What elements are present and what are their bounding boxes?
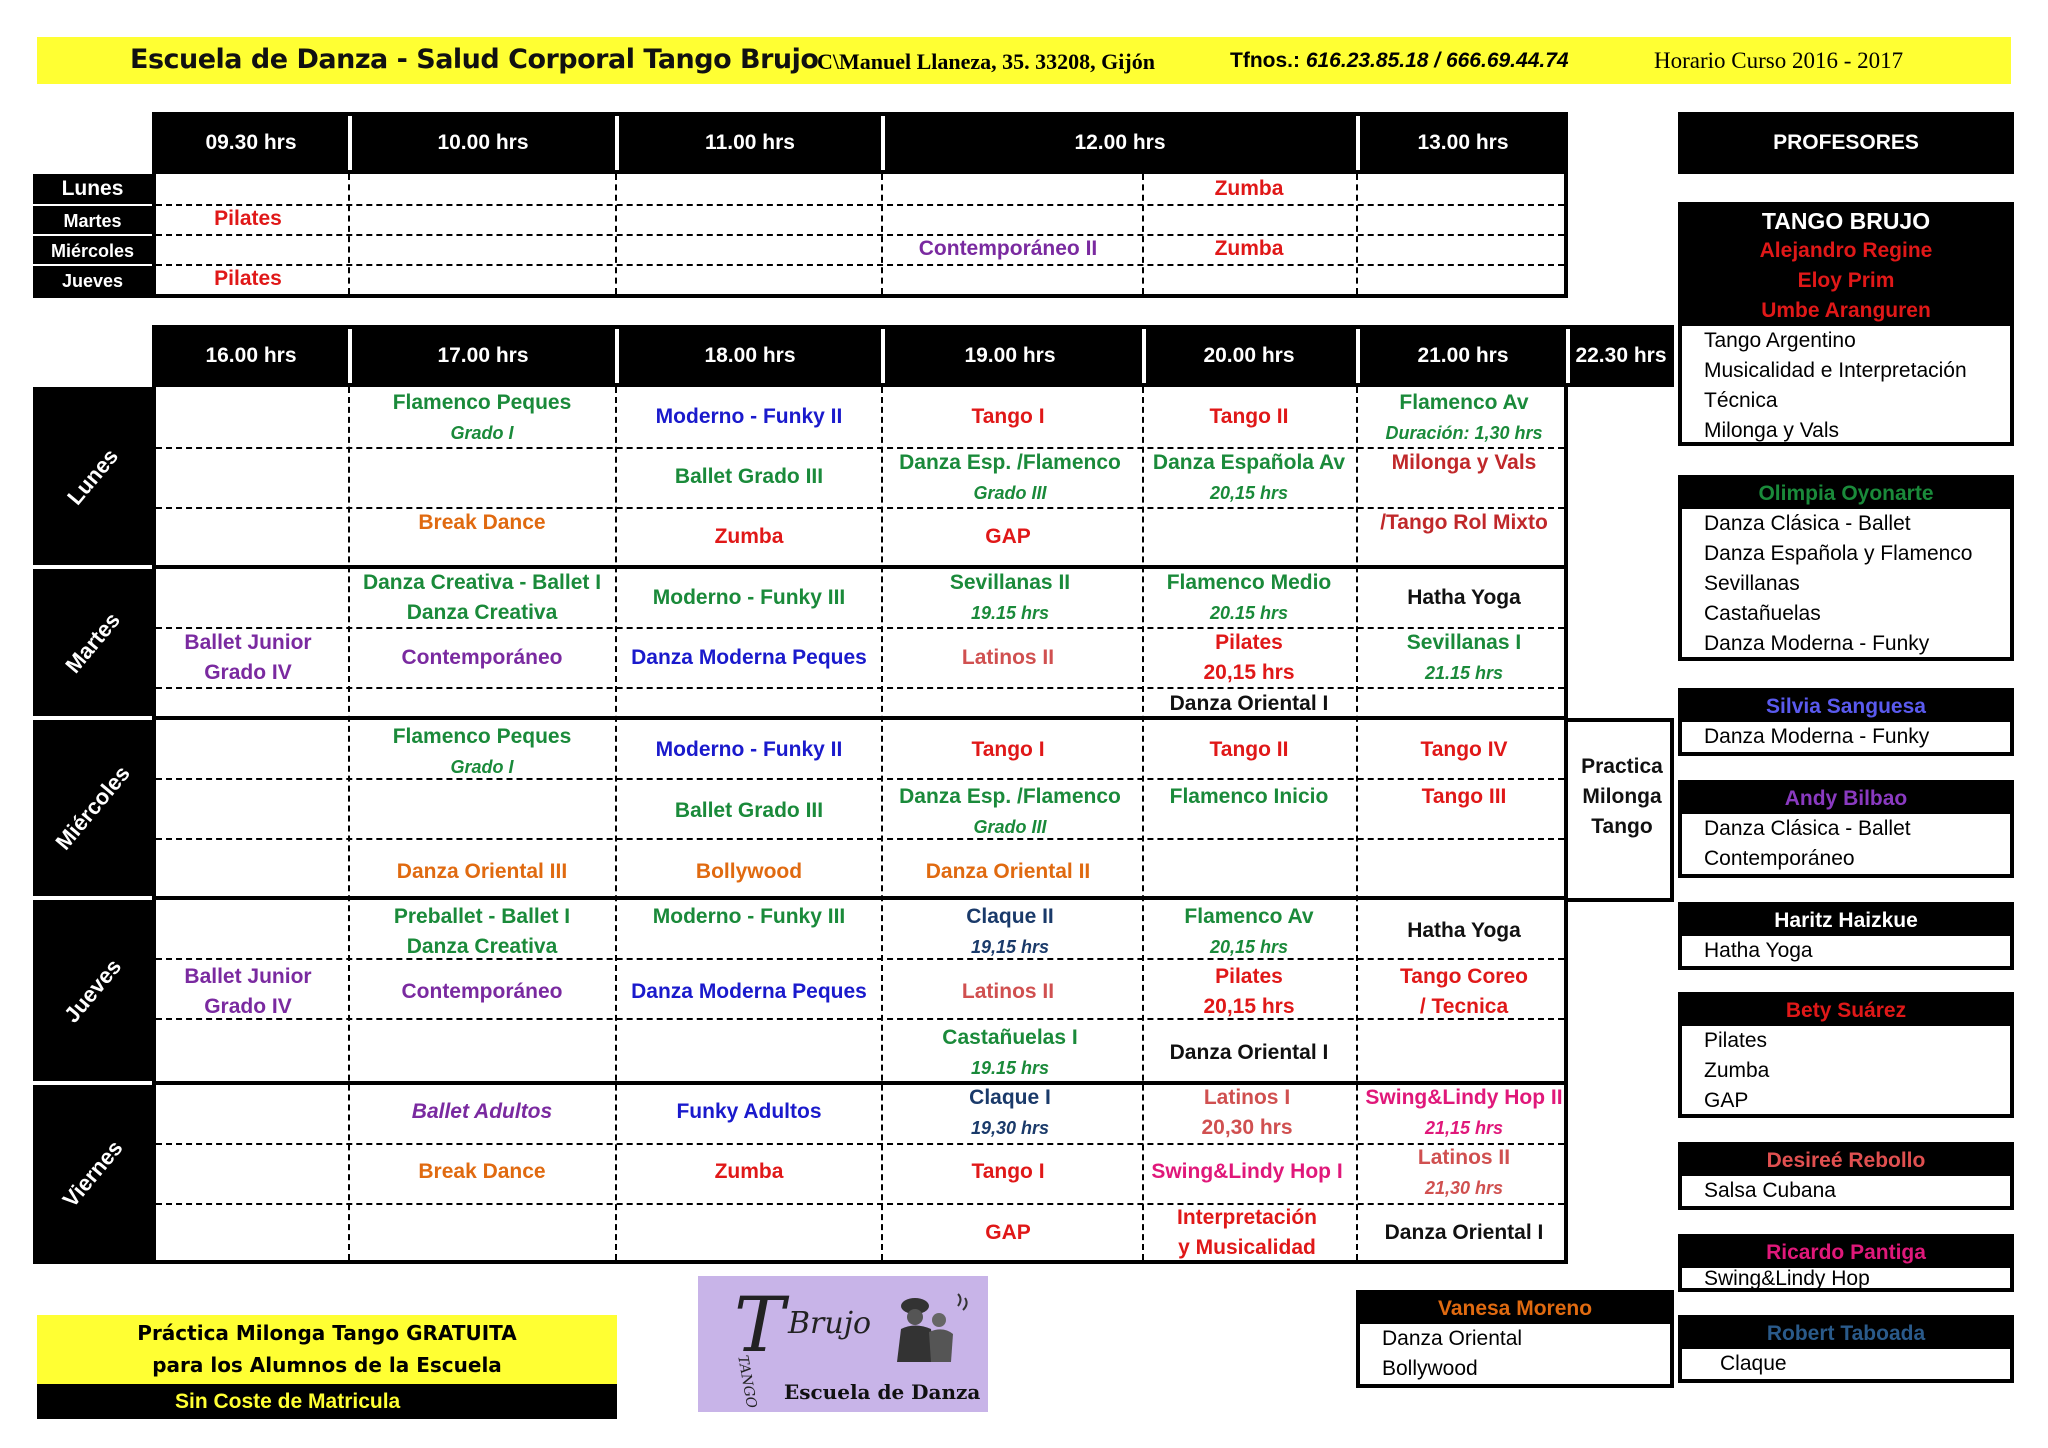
cell-j6 bbox=[184, 962, 311, 1022]
profesor-name bbox=[1360, 1294, 1670, 1324]
morning-days bbox=[33, 174, 152, 298]
day-label: Lunes bbox=[62, 443, 124, 510]
header-divider bbox=[1356, 116, 1360, 170]
cell-v4 bbox=[1201, 1083, 1292, 1143]
profesor-name-text: Bety Suárez bbox=[1785, 999, 1907, 1022]
header-divider bbox=[615, 116, 619, 170]
col-divider bbox=[881, 387, 883, 1260]
cell-m1 bbox=[363, 568, 601, 628]
cell-m5 bbox=[1407, 583, 1521, 613]
cell-v12 bbox=[1177, 1203, 1317, 1263]
cell-l9 bbox=[1392, 448, 1537, 478]
profesor-subject: Tango Argentino bbox=[1704, 329, 1856, 352]
time-slot-header: 13.00 hrs bbox=[1417, 131, 1509, 154]
day-divider bbox=[156, 716, 1564, 720]
time-slot-header: 17.00 hrs bbox=[437, 344, 529, 367]
cell-v8 bbox=[971, 1157, 1044, 1187]
cell-x8 bbox=[1170, 782, 1329, 812]
profesor-name bbox=[1682, 1319, 2010, 1349]
col-divider bbox=[615, 387, 617, 1260]
profesor-name bbox=[1682, 1238, 2010, 1268]
profesor-name-text: Alejandro Regine bbox=[1759, 239, 1933, 262]
cell-l5 bbox=[1385, 388, 1542, 448]
profesor-subject: Danza Moderna - Funky bbox=[1704, 632, 1930, 655]
profesor-subject: Pilates bbox=[1704, 1029, 1768, 1052]
cell-text: Tango II bbox=[1209, 405, 1289, 428]
logo-tango-vertical: TANGO bbox=[734, 1354, 760, 1410]
cell-j10 bbox=[1203, 962, 1294, 1022]
profesor-name bbox=[1682, 479, 2010, 509]
cell-text: Ballet Junior bbox=[184, 965, 312, 988]
cell-text: Hatha Yoga bbox=[1407, 586, 1521, 609]
cell-text: Claque II bbox=[966, 905, 1054, 928]
cell-text: Moderno - Funky II bbox=[655, 405, 843, 428]
cell-text: Pilates bbox=[1215, 965, 1283, 988]
cell-l6 bbox=[675, 462, 823, 492]
header-divider bbox=[881, 329, 885, 383]
profesor-name-text: Andy Bilbao bbox=[1784, 787, 1908, 810]
cell-text: Danza Oriental III bbox=[396, 860, 568, 883]
cell-m9 bbox=[962, 643, 1054, 673]
cell-x4 bbox=[1210, 735, 1289, 765]
day-label: Martes bbox=[60, 606, 125, 678]
day-label: Martes bbox=[33, 204, 152, 236]
cell-text: Tango IV bbox=[1420, 738, 1508, 761]
cell-text: Danza Moderna Peques bbox=[631, 980, 867, 1003]
col-divider bbox=[881, 174, 883, 294]
cell-text: Sevillanas II bbox=[949, 571, 1071, 594]
profesor-name bbox=[1682, 1146, 2010, 1176]
profesor-name-text: Ricardo Pantiga bbox=[1766, 1241, 1926, 1264]
row-divider bbox=[156, 958, 1564, 960]
cell-text: 20,30 hrs bbox=[1201, 1116, 1293, 1139]
profesor-block bbox=[1678, 202, 2014, 446]
cell-text: Tango bbox=[1591, 815, 1653, 838]
time-slot-header: 10.00 hrs bbox=[437, 131, 529, 154]
profesor-name-text: Eloy Prim bbox=[1797, 269, 1895, 292]
profesor-subject: Milonga y Vals bbox=[1704, 419, 1840, 442]
cell-v5 bbox=[1365, 1083, 1562, 1143]
row-divider bbox=[156, 687, 1564, 689]
day-separator bbox=[33, 1081, 152, 1085]
profesor-subject: Bollywood bbox=[1382, 1357, 1478, 1380]
cell-text: Tango I bbox=[971, 1160, 1045, 1183]
cell-text: Tango Coreo bbox=[1400, 965, 1528, 988]
cell-text: Danza Esp. /Flamenco bbox=[899, 785, 1121, 808]
cell-text: Ballet Junior bbox=[184, 631, 312, 654]
cell-text: Flamenco Av bbox=[1184, 905, 1314, 928]
time-slot-header: 20.00 hrs bbox=[1203, 344, 1295, 367]
cell-j5 bbox=[1407, 916, 1521, 946]
cell-text: Grado IV bbox=[204, 995, 292, 1018]
cell-text: Danza Oriental I bbox=[1169, 692, 1329, 715]
day-label: Jueves bbox=[59, 953, 127, 1027]
cell-text: Danza Creativa bbox=[406, 601, 558, 624]
profesor-subject: Danza Española y Flamenco bbox=[1704, 542, 1973, 565]
profesor-name bbox=[1682, 206, 2010, 326]
cell-text: / Tecnica bbox=[1419, 995, 1509, 1018]
cell-l11 bbox=[715, 522, 784, 552]
cell-j12 bbox=[942, 1023, 1077, 1083]
header-divider bbox=[1356, 329, 1360, 383]
cell-subtext: 19,15 hrs bbox=[970, 937, 1050, 957]
profesor-name-text: Robert Taboada bbox=[1766, 1322, 1926, 1345]
cell-m3 bbox=[950, 568, 1070, 628]
cell-l7 bbox=[899, 448, 1121, 508]
header-banner bbox=[37, 37, 2011, 84]
cell-text: Tango II bbox=[1209, 738, 1289, 761]
cell-j3 bbox=[966, 902, 1054, 962]
cell-martes-pilates: Pilates bbox=[214, 207, 282, 230]
cell-m11 bbox=[1407, 628, 1521, 688]
profesor-subject: Sevillanas bbox=[1704, 572, 1800, 595]
day-separator bbox=[33, 716, 152, 720]
profesor-name-text: Olimpia Oyonarte bbox=[1758, 482, 1934, 505]
header-divider bbox=[1566, 329, 1570, 383]
profesor-name bbox=[1682, 692, 2010, 722]
cell-text: Latinos II bbox=[961, 980, 1055, 1003]
cell-v1 bbox=[412, 1097, 552, 1127]
cell-x5 bbox=[1420, 735, 1507, 765]
cell-m2 bbox=[653, 583, 846, 613]
time-slot-header: 22.30 hrs bbox=[1575, 344, 1667, 367]
time-slot-header: 09.30 hrs bbox=[205, 131, 297, 154]
col-divider bbox=[348, 387, 350, 1260]
profesor-block bbox=[1678, 1315, 2014, 1383]
profesor-block bbox=[1678, 992, 2014, 1118]
cell-l10 bbox=[418, 508, 545, 538]
time-slot-header: 16.00 hrs bbox=[205, 344, 297, 367]
day-label: Lunes bbox=[61, 177, 124, 200]
cell-text: Danza Española Av bbox=[1152, 451, 1346, 474]
profesor-block bbox=[1678, 902, 2014, 970]
profesor-name-text: Silvia Sanguesa bbox=[1766, 695, 1926, 718]
cell-text: Grado IV bbox=[204, 661, 292, 684]
cell-v11 bbox=[985, 1218, 1031, 1248]
cell-text: Break Dance bbox=[418, 1160, 546, 1183]
cell-v7 bbox=[715, 1157, 784, 1187]
profesor-subject: Musicalidad e Interpretación bbox=[1704, 359, 1967, 382]
cell-text: 20,15 hrs bbox=[1203, 995, 1295, 1018]
cell-subtext: Grado I bbox=[450, 757, 514, 777]
cell-miercoles-contemporaneo: Contemporáneo II bbox=[918, 237, 1098, 260]
cell-j7 bbox=[401, 977, 562, 1007]
cell-text: Bollywood bbox=[695, 860, 803, 883]
cell-text: Tango I bbox=[971, 405, 1045, 428]
afternoon-time-header bbox=[152, 325, 1674, 387]
promo-box bbox=[37, 1315, 617, 1417]
promo-line-3: Sin Coste de Matricula bbox=[37, 1384, 617, 1419]
cell-x13 bbox=[1581, 752, 1663, 842]
cell-v2 bbox=[676, 1097, 821, 1127]
cell-text: Danza Oriental I bbox=[1384, 1221, 1544, 1244]
cell-text: Pilates bbox=[1215, 631, 1283, 654]
day-separator bbox=[33, 896, 152, 900]
course-label: Horario Curso 2016 - 2017 bbox=[1654, 48, 1904, 73]
cell-text: Danza Esp. /Flamenco bbox=[899, 451, 1121, 474]
cell-j8 bbox=[631, 977, 867, 1007]
row-divider bbox=[156, 507, 1564, 509]
cell-subtext: 21,15 hrs bbox=[1424, 1118, 1504, 1138]
row-divider bbox=[156, 1143, 1564, 1145]
col-divider bbox=[348, 174, 350, 294]
cell-text: Hatha Yoga bbox=[1407, 919, 1521, 942]
cell-x1 bbox=[393, 722, 572, 782]
cell-text: Preballet - Ballet I bbox=[393, 905, 571, 928]
cell-text: Danza Creativa bbox=[406, 935, 558, 958]
day-separator bbox=[33, 565, 152, 569]
cell-text: Latinos II bbox=[1417, 1146, 1511, 1169]
profesor-block bbox=[1356, 1290, 1674, 1388]
cell-subtext: 21,30 hrs bbox=[1424, 1178, 1504, 1198]
cell-text: Latinos II bbox=[961, 646, 1055, 669]
cell-j4 bbox=[1184, 902, 1313, 962]
cell-subtext: 20,15 hrs bbox=[1209, 937, 1289, 957]
row-divider bbox=[156, 778, 1564, 780]
profesor-subject: Claque bbox=[1720, 1352, 1787, 1375]
profesor-subject: Hatha Yoga bbox=[1704, 939, 1813, 962]
cell-subtext: Grado III bbox=[973, 817, 1047, 837]
row-divider bbox=[156, 838, 1564, 840]
time-slot-header: 19.00 hrs bbox=[964, 344, 1056, 367]
logo-t-letter: T bbox=[734, 1280, 785, 1369]
profesor-name bbox=[1682, 906, 2010, 936]
cell-text: GAP bbox=[985, 525, 1031, 548]
profesor-block bbox=[1678, 1142, 2014, 1210]
cell-text: Interpretación bbox=[1176, 1206, 1318, 1229]
school-address: C\Manuel Llaneza, 35. 33208, Gijón bbox=[817, 49, 1155, 74]
profesor-name-text: TANGO BRUJO bbox=[1761, 208, 1931, 234]
cell-m10 bbox=[1203, 628, 1294, 688]
profesor-name-text: Desireé Rebollo bbox=[1766, 1149, 1926, 1172]
profesor-subject: Salsa Cubana bbox=[1704, 1179, 1836, 1202]
cell-subtext: 20.15 hrs bbox=[1209, 603, 1289, 623]
col-divider bbox=[1356, 387, 1358, 1260]
cell-m7 bbox=[401, 643, 562, 673]
afternoon-days bbox=[33, 387, 152, 1264]
col-divider bbox=[1142, 387, 1144, 1260]
cell-l1 bbox=[393, 388, 572, 448]
cell-text: Claque I bbox=[969, 1086, 1051, 1109]
profesor-subject: Técnica bbox=[1704, 389, 1778, 412]
cell-j2 bbox=[653, 902, 846, 932]
cell-text: Zumba bbox=[714, 1160, 784, 1183]
cell-subtext: 21.15 hrs bbox=[1424, 663, 1504, 683]
school-phones: Tfnos.: 616.23.85.18 / 666.69.44.74 bbox=[1230, 49, 1569, 72]
cell-m4 bbox=[1167, 568, 1332, 628]
cell-text: Contemporáneo bbox=[401, 980, 563, 1003]
profesor-name-text: Umbe Aranguren bbox=[1761, 299, 1931, 322]
cell-text: Danza Oriental II bbox=[925, 860, 1091, 883]
profesor-subject: Danza Clásica - Ballet bbox=[1704, 817, 1911, 840]
cell-v13 bbox=[1385, 1218, 1544, 1248]
cell-j9 bbox=[962, 977, 1054, 1007]
cell-l2 bbox=[656, 402, 843, 432]
time-slot-header: 11.00 hrs bbox=[705, 131, 795, 154]
cell-text: 20,15 hrs bbox=[1203, 661, 1295, 684]
cell-j13 bbox=[1170, 1038, 1329, 1068]
profesor-block bbox=[1678, 475, 2014, 661]
header-divider bbox=[881, 116, 885, 170]
cell-text: Moderno - Funky III bbox=[652, 905, 846, 928]
row-divider bbox=[156, 204, 1564, 206]
cell-x6 bbox=[675, 796, 823, 826]
cell-text: Ballet Adultos bbox=[411, 1100, 553, 1123]
cell-v6 bbox=[418, 1157, 545, 1187]
row-divider bbox=[156, 1018, 1564, 1020]
cell-m12 bbox=[1170, 689, 1329, 719]
cell-text: GAP bbox=[985, 1221, 1031, 1244]
profesor-subject: Zumba bbox=[1704, 1059, 1770, 1082]
cell-text: Sevillanas I bbox=[1406, 631, 1522, 654]
school-title: Escuela de Danza - Salud Corporal Tango Brujo bbox=[130, 44, 819, 75]
morning-grid bbox=[152, 174, 1568, 298]
profesor-subject: Castañuelas bbox=[1704, 602, 1821, 625]
cell-text: Contemporáneo bbox=[401, 646, 563, 669]
cell-text: Moderno - Funky II bbox=[655, 738, 843, 761]
logo-dancers-icon bbox=[873, 1284, 978, 1364]
cell-text: Flamenco Peques bbox=[392, 725, 572, 748]
cell-l13 bbox=[1380, 508, 1548, 538]
cell-x3 bbox=[971, 735, 1044, 765]
cell-text: Flamenco Inicio bbox=[1169, 785, 1329, 808]
morning-time-header bbox=[152, 112, 1568, 174]
cell-subtext: Grado III bbox=[973, 483, 1047, 503]
cell-m8 bbox=[631, 643, 867, 673]
promo-line-2: para los Alumnos de la Escuela bbox=[152, 1353, 502, 1377]
day-label: Viernes bbox=[57, 1134, 128, 1212]
cell-x11 bbox=[696, 857, 802, 887]
logo-caption: Escuela de Danza bbox=[784, 1380, 981, 1404]
cell-x9 bbox=[1422, 782, 1507, 812]
col-divider bbox=[615, 174, 617, 294]
profesor-subject: Contemporáneo bbox=[1704, 847, 1855, 870]
cell-text: Swing&Lindy Hop I bbox=[1151, 1160, 1343, 1183]
day-label: Miércoles bbox=[33, 234, 152, 266]
profesor-block bbox=[1678, 688, 2014, 756]
row-divider bbox=[156, 1203, 1564, 1205]
cell-text: Flamenco Av bbox=[1399, 391, 1529, 414]
cell-subtext: Grado I bbox=[450, 423, 514, 443]
cell-subtext: 19,30 hrs bbox=[970, 1118, 1050, 1138]
cell-text: Castañuelas I bbox=[942, 1026, 1078, 1049]
logo-word: Brujo bbox=[788, 1306, 872, 1341]
cell-l4 bbox=[1210, 402, 1289, 432]
cell-v10 bbox=[1418, 1143, 1510, 1203]
cell-v9 bbox=[1151, 1157, 1342, 1187]
profesor-name bbox=[1682, 784, 2010, 814]
time-slot-header: 21.00 hrs bbox=[1417, 344, 1509, 367]
cell-x12 bbox=[926, 857, 1091, 887]
cell-text: Latinos I bbox=[1203, 1086, 1291, 1109]
cell-text: Funky Adultos bbox=[676, 1100, 822, 1123]
profesor-subject: Danza Clásica - Ballet bbox=[1704, 512, 1911, 535]
profesor-block bbox=[1678, 780, 2014, 878]
promo-line-1: Práctica Milonga Tango GRATUITA bbox=[137, 1321, 517, 1345]
cell-text: Swing&Lindy Hop II bbox=[1365, 1086, 1563, 1109]
cell-text: Danza Oriental I bbox=[1169, 1041, 1329, 1064]
profesores-title: PROFESORES bbox=[1678, 112, 2014, 174]
cell-j1 bbox=[394, 902, 570, 962]
time-slot-header: 18.00 hrs bbox=[704, 344, 796, 367]
cell-miercoles-zumba: Zumba bbox=[1214, 237, 1284, 260]
cell-text: Milonga bbox=[1582, 785, 1662, 808]
cell-m6 bbox=[184, 628, 311, 688]
day-divider bbox=[156, 896, 1564, 900]
header-divider bbox=[348, 116, 352, 170]
cell-text: Break Dance bbox=[418, 511, 546, 534]
cell-text: Tango III bbox=[1421, 785, 1507, 808]
day-label: Miércoles bbox=[50, 760, 135, 855]
profesor-name-text: Haritz Haizkue bbox=[1774, 909, 1918, 932]
cell-text: Milonga y Vals bbox=[1391, 451, 1537, 474]
row-divider bbox=[156, 264, 1564, 266]
cell-text: Practica bbox=[1581, 755, 1663, 778]
cell-l12 bbox=[985, 522, 1031, 552]
profesor-name-text: Vanesa Moreno bbox=[1437, 1297, 1593, 1320]
cell-subtext: 19.15 hrs bbox=[970, 603, 1050, 623]
cell-text: Flamenco Peques bbox=[392, 391, 572, 414]
header-divider bbox=[1142, 329, 1146, 383]
cell-text: Tango I bbox=[971, 738, 1045, 761]
header-divider bbox=[615, 329, 619, 383]
profesor-block bbox=[1678, 1234, 2014, 1292]
cell-text: Danza Moderna Peques bbox=[631, 646, 867, 669]
cell-text: Flamenco Medio bbox=[1166, 571, 1332, 594]
profesor-subject: GAP bbox=[1704, 1089, 1749, 1112]
cell-l8 bbox=[1153, 448, 1345, 508]
time-slot-header: 12.00 hrs bbox=[1074, 131, 1166, 154]
profesor-name bbox=[1682, 996, 2010, 1026]
cell-lunes-zumba: Zumba bbox=[1214, 177, 1284, 200]
cell-l3 bbox=[971, 402, 1044, 432]
day-label: Jueves bbox=[33, 264, 152, 296]
cell-subtext: 19.15 hrs bbox=[970, 1058, 1050, 1078]
cell-x2 bbox=[656, 735, 843, 765]
cell-v3 bbox=[969, 1083, 1051, 1143]
cell-x10 bbox=[397, 857, 567, 887]
cell-text: /Tango Rol Mixto bbox=[1380, 511, 1548, 534]
cell-text: Ballet Grado III bbox=[674, 799, 824, 822]
cell-text: Zumba bbox=[714, 525, 784, 548]
cell-subtext: 20,15 hrs bbox=[1209, 483, 1289, 503]
cell-text: Moderno - Funky III bbox=[652, 586, 846, 609]
row-divider bbox=[156, 234, 1564, 236]
profesor-subject: Danza Oriental bbox=[1382, 1327, 1523, 1350]
col-divider bbox=[1142, 174, 1144, 294]
cell-text: y Musicalidad bbox=[1178, 1236, 1316, 1259]
cell-x7 bbox=[899, 782, 1121, 842]
cell-j11 bbox=[1400, 962, 1528, 1022]
profesor-subject: Swing&Lindy Hop bbox=[1704, 1267, 1870, 1290]
day-divider bbox=[156, 1081, 1564, 1085]
header-divider bbox=[348, 329, 352, 383]
school-logo bbox=[698, 1276, 988, 1412]
cell-text: Danza Creativa - Ballet I bbox=[362, 571, 602, 594]
profesor-subject: Danza Moderna - Funky bbox=[1704, 725, 1930, 748]
cell-text: Ballet Grado III bbox=[674, 465, 824, 488]
cell-jueves-pilates: Pilates bbox=[214, 267, 282, 290]
cell-subtext: Duración: 1,30 hrs bbox=[1385, 423, 1543, 443]
afternoon-grid bbox=[152, 387, 1568, 1264]
row-divider bbox=[156, 447, 1564, 449]
col-divider bbox=[1356, 174, 1358, 294]
